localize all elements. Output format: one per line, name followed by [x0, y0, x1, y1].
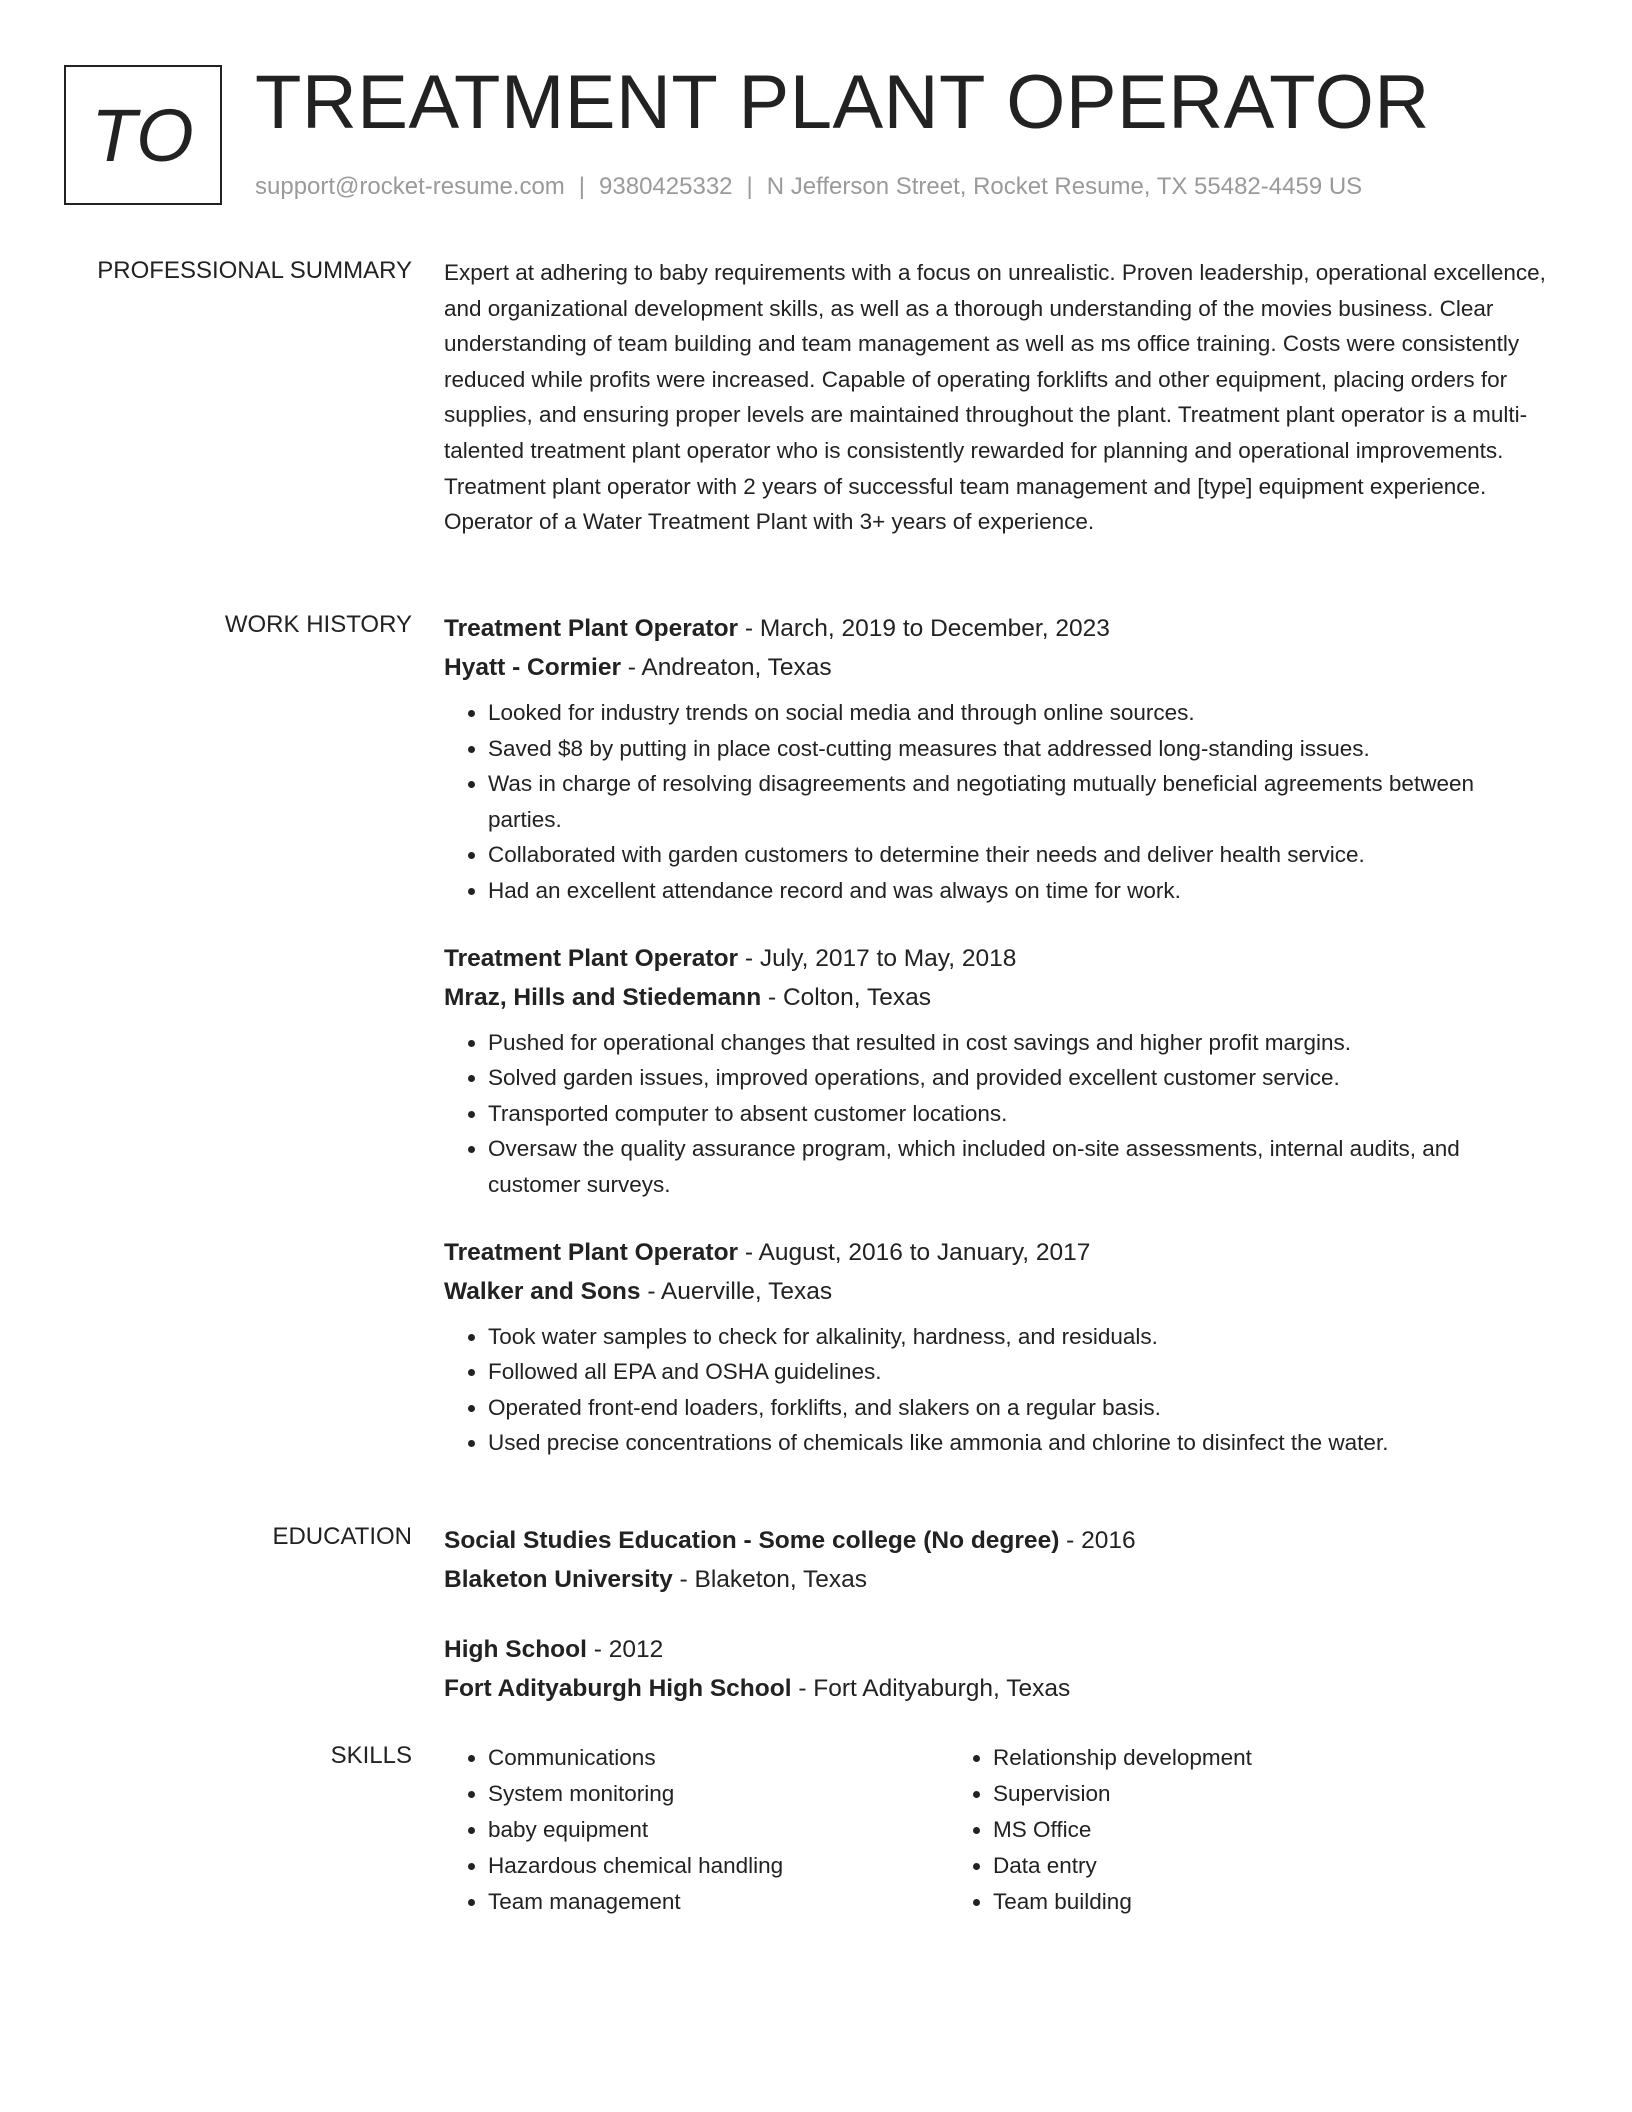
- job-bullet: • Took water samples to check for alkalinity, hardness, and residuals.: [488, 1319, 1552, 1355]
- contact-email: support@rocket-resume.com: [255, 173, 565, 200]
- job-dates: - July, 2017 to May, 2018: [738, 944, 1017, 972]
- education-school-line: [444, 1560, 1552, 1599]
- resume-header: [64, 60, 1568, 215]
- monogram-box: [64, 65, 222, 205]
- contact-line: [255, 173, 1362, 201]
- skill-item: • Supervision: [993, 1776, 1493, 1812]
- job-company-line: [444, 648, 1552, 687]
- education-label: EDUCATION: [272, 1523, 412, 1550]
- contact-separator: |: [746, 173, 753, 200]
- work-history-content: [444, 609, 1552, 1461]
- education-year: - 2016: [1059, 1527, 1136, 1554]
- skills-content: [444, 1740, 1552, 1920]
- job-title-line: [444, 609, 1552, 648]
- work-history-label: WORK HISTORY: [224, 611, 412, 638]
- job-company: Hyatt - Cormier: [444, 654, 621, 681]
- education-location: - Fort Adityaburgh, Texas: [791, 1675, 1071, 1702]
- summary-content: [444, 255, 1552, 540]
- education-content: [444, 1521, 1552, 1708]
- education-degree: Social Studies Education - Some college (No degree): [444, 1527, 1060, 1554]
- job-bullets: [444, 695, 1552, 909]
- education-entry: [444, 1630, 1552, 1708]
- job-location: - Colton, Texas: [761, 983, 931, 1011]
- job-dates: - March, 2019 to December, 2023: [738, 615, 1110, 642]
- job-bullets: [444, 1025, 1552, 1203]
- skills-column-left: [444, 1740, 988, 1920]
- job-bullet: • Oversaw the quality assurance program, which included on-site assessments, internal audits, and customer surveys.: [488, 1131, 1552, 1202]
- summary-label: PROFESSIONAL SUMMARY: [97, 257, 412, 284]
- summary-text: Expert at adhering to baby requirements with a focus on unrealistic. Proven leadership, operational excellence, and organizational development skills, as well as a thorough understanding of the movies business. Clear understanding of team building and team management as well as ms office training. Costs were consistently reduced while profits were increased. Capable of operating forklifts and other equipment, placing orders for supplies, and ensuring proper levels are maintained throughout the plant. Treatment plant operator is a multi-talented treatment plant operator who is consistently rewarded for planning and operational improvements. Treatment plant operator with 2 years of successful team management and [type] equipment experience. Operator of a Water Treatment Plant with 3+ years of experience.: [444, 260, 1546, 535]
- job-location: - Auerville, Texas: [640, 1277, 833, 1305]
- job-title: Treatment Plant Operator: [444, 1238, 739, 1266]
- skill-item: • Team management: [488, 1884, 988, 1920]
- contact-phone: 9380425332: [599, 173, 733, 200]
- job-bullet: • Looked for industry trends on social media and through online sources.: [488, 695, 1552, 731]
- job-bullet: • Followed all EPA and OSHA guidelines.: [488, 1354, 1552, 1390]
- education-degree-line: [444, 1630, 1552, 1669]
- job-bullet: • Saved $8 by putting in place cost-cutting measures that addressed long-standing issues.: [488, 731, 1552, 767]
- job-entry: [444, 1233, 1552, 1461]
- job-title: Treatment Plant Operator: [444, 615, 739, 642]
- job-company: Walker and Sons: [444, 1277, 641, 1305]
- job-entry: [444, 609, 1552, 909]
- education-degree-line: [444, 1521, 1552, 1560]
- skill-item: • Relationship development: [993, 1740, 1493, 1776]
- job-bullet: • Collaborated with garden customers to determine their needs and deliver health service.: [488, 837, 1552, 873]
- job-bullet: • Had an excellent attendance record and was always on time for work.: [488, 873, 1552, 909]
- job-bullet: • Operated front-end loaders, forklifts, and slakers on a regular basis.: [488, 1390, 1552, 1426]
- job-entry: [444, 939, 1552, 1203]
- skill-item: • baby equipment: [488, 1812, 988, 1848]
- education-school-line: [444, 1669, 1552, 1708]
- job-title: Treatment Plant Operator: [444, 944, 739, 972]
- contact-address: N Jefferson Street, Rocket Resume, TX 55482-4459 US: [766, 173, 1363, 200]
- job-bullet: • Transported computer to absent customer locations.: [488, 1096, 1552, 1132]
- education-school: Fort Adityaburgh High School: [444, 1675, 792, 1702]
- job-title-line: [444, 939, 1552, 978]
- resume-title: TREATMENT PLANT OPERATOR: [255, 60, 1430, 145]
- skill-item: • Data entry: [993, 1848, 1493, 1884]
- education-school: Blaketon University: [444, 1566, 673, 1593]
- job-company-line: [444, 978, 1552, 1017]
- skill-item: • Communications: [488, 1740, 988, 1776]
- job-dates: - August, 2016 to January, 2017: [738, 1238, 1091, 1266]
- skills-label: SKILLS: [330, 1742, 412, 1769]
- job-bullet: • Used precise concentrations of chemicals like ammonia and chlorine to disinfect the water.: [488, 1425, 1552, 1461]
- job-location: - Andreaton, Texas: [620, 654, 832, 681]
- skill-item: • System monitoring: [488, 1776, 988, 1812]
- skill-item: • MS Office: [993, 1812, 1493, 1848]
- job-bullet: • Solved garden issues, improved operations, and provided excellent customer service.: [488, 1060, 1552, 1096]
- monogram-text: TO: [91, 93, 195, 177]
- job-title-line: [444, 1233, 1552, 1272]
- education-entry: [444, 1521, 1552, 1599]
- job-company-line: [444, 1272, 1552, 1311]
- job-bullet: • Was in charge of resolving disagreements and negotiating mutually beneficial agreements between parties.: [488, 766, 1552, 837]
- education-degree: High School: [444, 1636, 587, 1663]
- contact-separator: |: [578, 173, 586, 200]
- skill-item: • Team building: [993, 1884, 1493, 1920]
- job-bullets: [444, 1319, 1552, 1461]
- education-year: - 2012: [586, 1636, 664, 1663]
- job-company: Mraz, Hills and Stiedemann: [444, 983, 762, 1011]
- skills-column-right: [949, 1740, 1493, 1920]
- job-bullet: • Pushed for operational changes that resulted in cost savings and higher profit margins.: [488, 1025, 1552, 1061]
- skill-item: • Hazardous chemical handling: [488, 1848, 988, 1884]
- education-location: - Blaketon, Texas: [672, 1566, 868, 1593]
